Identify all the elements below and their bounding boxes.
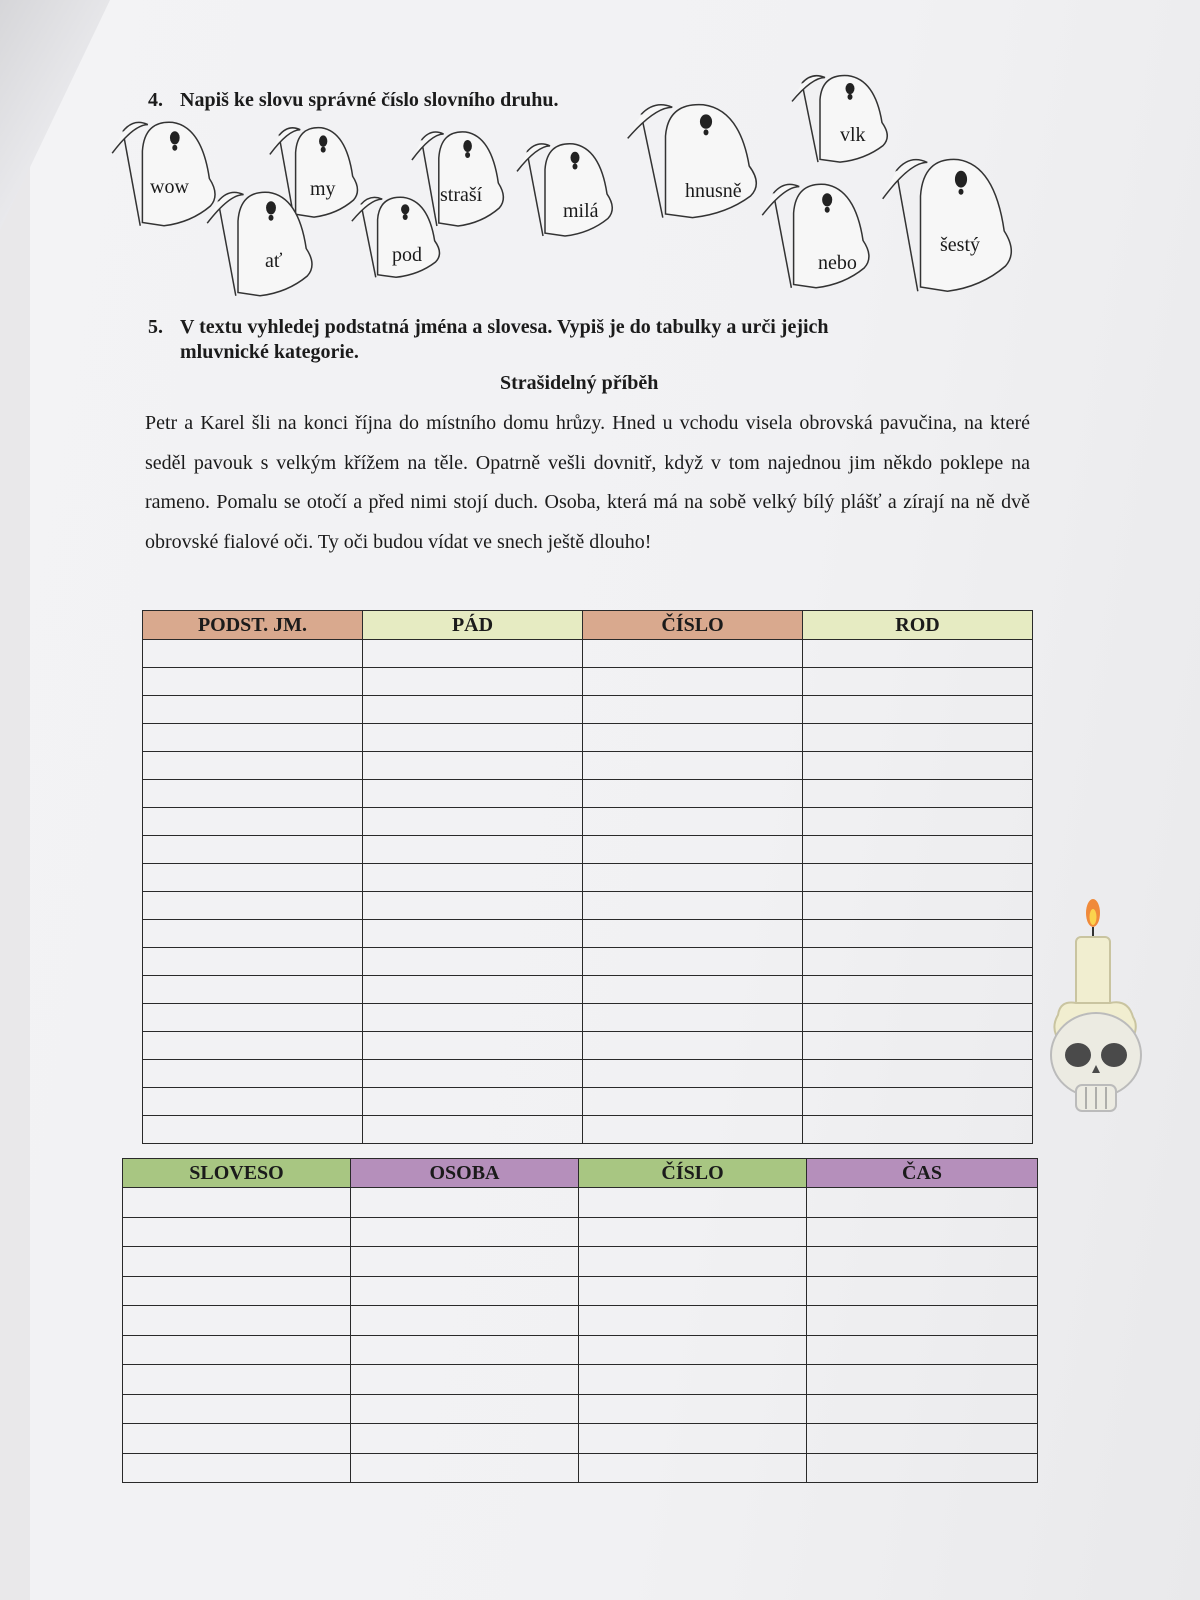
- verb-header-cislo: ČÍSLO: [579, 1159, 807, 1188]
- blank-cell[interactable]: [351, 1453, 579, 1483]
- blank-cell[interactable]: [363, 1004, 583, 1032]
- blank-cell[interactable]: [143, 724, 363, 752]
- blank-cell[interactable]: [143, 976, 363, 1004]
- blank-cell[interactable]: [363, 780, 583, 808]
- ghost-icon: [410, 128, 506, 228]
- table-row: [123, 1365, 1038, 1395]
- blank-cell[interactable]: [351, 1365, 579, 1395]
- noun-header-pad: PÁD: [363, 611, 583, 640]
- blank-cell[interactable]: [123, 1188, 351, 1218]
- blank-cell[interactable]: [583, 864, 803, 892]
- blank-cell[interactable]: [363, 724, 583, 752]
- blank-cell[interactable]: [363, 1060, 583, 1088]
- task-5-instruction-line1: V textu vyhledej podstatná jména a slovesa. Vypiš je do tabulky a urči jejich: [180, 316, 829, 338]
- blank-cell[interactable]: [803, 752, 1033, 780]
- verb-header-cas: ČAS: [807, 1159, 1038, 1188]
- blank-cell[interactable]: [803, 920, 1033, 948]
- blank-cell[interactable]: [583, 808, 803, 836]
- blank-cell[interactable]: [143, 864, 363, 892]
- blank-cell[interactable]: [803, 808, 1033, 836]
- blank-cell[interactable]: [123, 1247, 351, 1277]
- blank-cell[interactable]: [123, 1453, 351, 1483]
- table-row: [143, 640, 1033, 668]
- table-row: [123, 1335, 1038, 1365]
- table-row: [143, 1116, 1033, 1144]
- blank-cell[interactable]: [579, 1188, 807, 1218]
- blank-cell[interactable]: [803, 1032, 1033, 1060]
- ghost-icon: [880, 154, 1015, 294]
- blank-cell[interactable]: [143, 1004, 363, 1032]
- table-row: [143, 808, 1033, 836]
- ghost-word-9: [760, 180, 872, 290]
- task-5-heading: [148, 315, 829, 339]
- ghost-word-text: ať: [265, 250, 283, 272]
- ghost-word-text: vlk: [840, 124, 866, 146]
- ghost-word-3: [205, 188, 315, 298]
- table-row: [143, 724, 1033, 752]
- table-row: [123, 1217, 1038, 1247]
- blank-cell[interactable]: [807, 1306, 1038, 1336]
- blank-cell[interactable]: [363, 752, 583, 780]
- blank-cell[interactable]: [363, 1032, 583, 1060]
- ghost-word-text: pod: [392, 244, 422, 266]
- story-text: Petr a Karel šli na konci října do místního domu hrůzy. Hned u vchodu visela obrovská pavučina, na které seděl pavouk s velkým křížem na těle. Opatrně vešli dovnitř, když v tom najednou jim někdo poklepe na rameno. Pomalu se otočí a před nimi stojí duch. Osoba, která má na sobě velký bílý plášť a zírají na ně dvě obrovské fialové oči. Ty oči budou vídat ve snech ještě dlouho!: [145, 412, 1030, 553]
- table-row: [143, 780, 1033, 808]
- ghost-icon: [110, 118, 218, 228]
- blank-cell[interactable]: [363, 1088, 583, 1116]
- blank-cell[interactable]: [583, 1116, 803, 1144]
- table-row: [143, 920, 1033, 948]
- blank-cell[interactable]: [807, 1247, 1038, 1277]
- blank-cell[interactable]: [583, 1060, 803, 1088]
- ghost-icon: [790, 72, 890, 164]
- blank-cell[interactable]: [807, 1335, 1038, 1365]
- blank-cell[interactable]: [363, 668, 583, 696]
- blank-cell[interactable]: [803, 668, 1033, 696]
- verb-header-osoba: OSOBA: [351, 1159, 579, 1188]
- blank-cell[interactable]: [363, 640, 583, 668]
- ghost-icon: [205, 188, 315, 298]
- blank-cell[interactable]: [579, 1335, 807, 1365]
- blank-cell[interactable]: [807, 1424, 1038, 1454]
- blank-cell[interactable]: [579, 1306, 807, 1336]
- noun-table: [142, 610, 1033, 1144]
- blank-cell[interactable]: [803, 640, 1033, 668]
- story-title: Strašidelný příběh: [500, 372, 659, 394]
- table-row: [143, 836, 1033, 864]
- blank-cell[interactable]: [363, 892, 583, 920]
- blank-cell[interactable]: [579, 1217, 807, 1247]
- blank-cell[interactable]: [583, 892, 803, 920]
- ghost-word-text: my: [310, 178, 336, 200]
- blank-cell[interactable]: [803, 864, 1033, 892]
- blank-cell[interactable]: [143, 668, 363, 696]
- blank-cell[interactable]: [351, 1247, 579, 1277]
- blank-cell[interactable]: [807, 1394, 1038, 1424]
- blank-cell[interactable]: [363, 976, 583, 1004]
- task-5-number: 5.: [148, 316, 163, 338]
- ghost-word-text: wow: [150, 176, 189, 198]
- blank-cell[interactable]: [583, 920, 803, 948]
- blank-cell[interactable]: [123, 1335, 351, 1365]
- blank-cell[interactable]: [583, 696, 803, 724]
- blank-cell[interactable]: [583, 948, 803, 976]
- table-row: [143, 976, 1033, 1004]
- blank-cell[interactable]: [143, 752, 363, 780]
- blank-cell[interactable]: [807, 1276, 1038, 1306]
- blank-cell[interactable]: [579, 1365, 807, 1395]
- blank-cell[interactable]: [351, 1217, 579, 1247]
- blank-cell[interactable]: [803, 1004, 1033, 1032]
- ghost-word-1: [110, 118, 218, 228]
- blank-cell[interactable]: [143, 1060, 363, 1088]
- blank-cell[interactable]: [579, 1276, 807, 1306]
- blank-cell[interactable]: [143, 1032, 363, 1060]
- blank-cell[interactable]: [351, 1335, 579, 1365]
- table-row: [143, 1004, 1033, 1032]
- table-row: [123, 1453, 1038, 1483]
- blank-cell[interactable]: [363, 836, 583, 864]
- blank-cell[interactable]: [351, 1424, 579, 1454]
- blank-cell[interactable]: [351, 1306, 579, 1336]
- blank-cell[interactable]: [123, 1365, 351, 1395]
- noun-header-podst-jm: PODST. JM.: [143, 611, 363, 640]
- blank-cell[interactable]: [143, 836, 363, 864]
- blank-cell[interactable]: [143, 920, 363, 948]
- table-row: [123, 1394, 1038, 1424]
- blank-cell[interactable]: [579, 1453, 807, 1483]
- blank-cell[interactable]: [123, 1217, 351, 1247]
- table-row: [123, 1276, 1038, 1306]
- blank-cell[interactable]: [123, 1276, 351, 1306]
- table-row: [143, 668, 1033, 696]
- blank-cell[interactable]: [803, 696, 1033, 724]
- table-row: [123, 1424, 1038, 1454]
- blank-cell[interactable]: [583, 1004, 803, 1032]
- blank-cell[interactable]: [803, 892, 1033, 920]
- task-5-instruction-line2: mluvnické kategorie.: [180, 341, 359, 363]
- blank-cell[interactable]: [351, 1188, 579, 1218]
- table-row: [143, 1088, 1033, 1116]
- blank-cell[interactable]: [583, 752, 803, 780]
- blank-cell[interactable]: [803, 1088, 1033, 1116]
- task-4-instruction: Napiš ke slovu správné číslo slovního druhu.: [180, 89, 559, 111]
- skull-candle-icon: [1048, 895, 1158, 1140]
- blank-cell[interactable]: [807, 1365, 1038, 1395]
- blank-cell[interactable]: [351, 1394, 579, 1424]
- blank-cell[interactable]: [583, 668, 803, 696]
- table-row: [123, 1306, 1038, 1336]
- ghost-word-5: [410, 128, 506, 228]
- task-4-heading: [148, 88, 558, 112]
- table-row: [143, 864, 1033, 892]
- blank-cell[interactable]: [143, 696, 363, 724]
- blank-cell[interactable]: [583, 724, 803, 752]
- blank-cell[interactable]: [807, 1453, 1038, 1483]
- blank-cell[interactable]: [803, 1060, 1033, 1088]
- table-row: [143, 1032, 1033, 1060]
- blank-cell[interactable]: [803, 724, 1033, 752]
- blank-cell[interactable]: [363, 1116, 583, 1144]
- blank-cell[interactable]: [803, 976, 1033, 1004]
- blank-cell[interactable]: [579, 1424, 807, 1454]
- task-4-number: 4.: [148, 89, 163, 111]
- blank-cell[interactable]: [579, 1247, 807, 1277]
- ghost-word-text: šestý: [940, 234, 980, 256]
- table-row: [143, 1060, 1033, 1088]
- verb-table: [122, 1158, 1038, 1483]
- blank-cell[interactable]: [123, 1394, 351, 1424]
- blank-cell[interactable]: [143, 640, 363, 668]
- ghost-word-7: [625, 100, 760, 220]
- blank-cell[interactable]: [363, 920, 583, 948]
- ghost-word-8: [790, 72, 890, 164]
- blank-cell[interactable]: [579, 1394, 807, 1424]
- blank-cell[interactable]: [143, 1116, 363, 1144]
- blank-cell[interactable]: [807, 1217, 1038, 1247]
- blank-cell[interactable]: [803, 836, 1033, 864]
- table-row: [123, 1188, 1038, 1218]
- table-row: [143, 696, 1033, 724]
- ghost-word-text: nebo: [818, 252, 857, 274]
- blank-cell[interactable]: [583, 1032, 803, 1060]
- ghost-word-text: milá: [563, 200, 599, 222]
- blank-cell[interactable]: [351, 1276, 579, 1306]
- table-row: [143, 948, 1033, 976]
- table-row: [123, 1247, 1038, 1277]
- blank-cell[interactable]: [583, 836, 803, 864]
- blank-cell[interactable]: [143, 948, 363, 976]
- ghost-icon: [515, 140, 615, 238]
- ghost-word-text: straší: [440, 184, 483, 206]
- blank-cell[interactable]: [583, 780, 803, 808]
- noun-header-rod: ROD: [803, 611, 1033, 640]
- noun-header-cislo: ČÍSLO: [583, 611, 803, 640]
- blank-cell[interactable]: [363, 948, 583, 976]
- blank-cell[interactable]: [583, 1088, 803, 1116]
- blank-cell[interactable]: [143, 892, 363, 920]
- ghost-word-text: hnusně: [685, 180, 742, 202]
- ghost-word-10: [880, 154, 1015, 294]
- blank-cell[interactable]: [583, 640, 803, 668]
- table-row: [143, 892, 1033, 920]
- blank-cell[interactable]: [143, 808, 363, 836]
- blank-cell[interactable]: [363, 864, 583, 892]
- blank-cell[interactable]: [143, 780, 363, 808]
- blank-cell[interactable]: [123, 1424, 351, 1454]
- blank-cell[interactable]: [583, 976, 803, 1004]
- blank-cell[interactable]: [363, 696, 583, 724]
- blank-cell[interactable]: [803, 780, 1033, 808]
- blank-cell[interactable]: [803, 1116, 1033, 1144]
- blank-cell[interactable]: [807, 1188, 1038, 1218]
- blank-cell[interactable]: [363, 808, 583, 836]
- verb-header-sloveso: SLOVESO: [123, 1159, 351, 1188]
- blank-cell[interactable]: [123, 1306, 351, 1336]
- blank-cell[interactable]: [143, 1088, 363, 1116]
- table-row: [143, 752, 1033, 780]
- blank-cell[interactable]: [803, 948, 1033, 976]
- ghost-word-6: [515, 140, 615, 238]
